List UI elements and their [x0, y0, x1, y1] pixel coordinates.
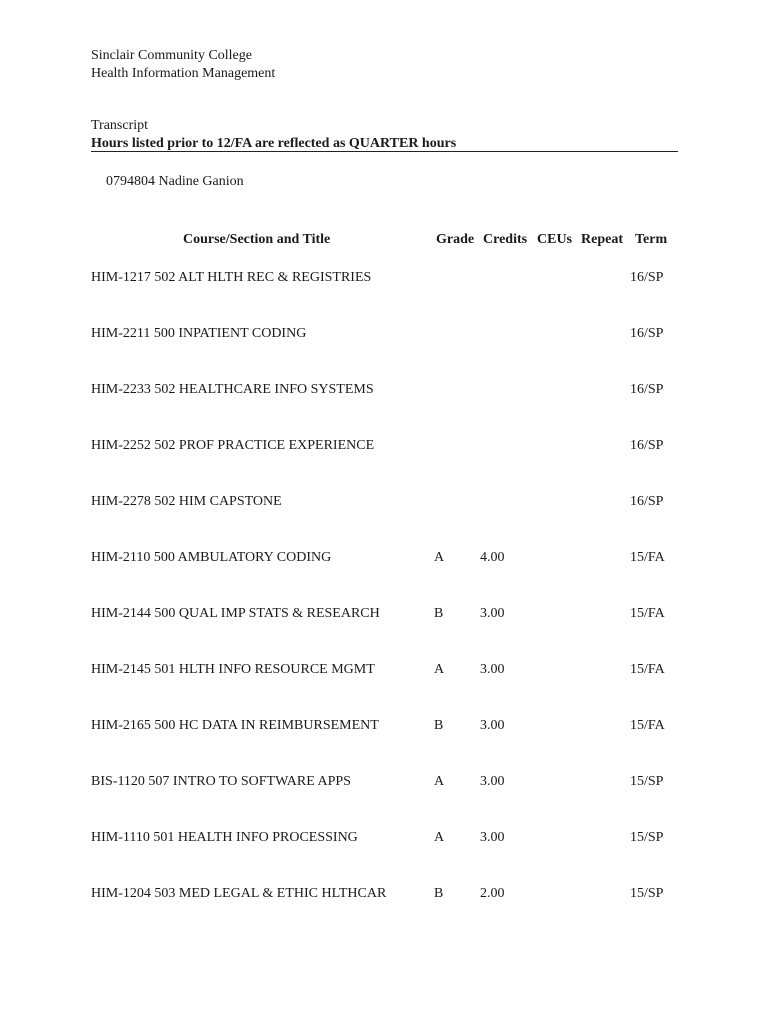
course-cell: HIM-2252 502 PROF PRACTICE EXPERIENCE: [91, 438, 375, 453]
term-cell: 15/SP: [630, 830, 664, 845]
course-cell: BIS-1120 507 INTRO TO SOFTWARE APPS: [91, 774, 351, 789]
table-row: [0, 605, 768, 623]
course-cell: HIM-1110 501 HEALTH INFO PROCESSING: [91, 830, 358, 845]
document-title: Transcript: [91, 118, 149, 133]
quarter-hours-notice: Hours listed prior to 12/FA are reflected as QUARTER hours: [91, 136, 457, 151]
table-row: [0, 269, 768, 287]
term-cell: 15/FA: [630, 550, 665, 565]
term-cell: 15/FA: [630, 718, 665, 733]
table-row: [0, 437, 768, 455]
term-cell: 15/SP: [630, 886, 664, 901]
credits-cell: 2.00: [480, 886, 505, 901]
credits-cell: 3.00: [480, 830, 505, 845]
header-divider: [91, 151, 678, 152]
table-row: [0, 325, 768, 343]
course-cell: HIM-2145 501 HLTH INFO RESOURCE MGMT: [91, 662, 375, 677]
term-cell: 15/SP: [630, 774, 664, 789]
column-header-term: Term: [635, 232, 668, 247]
table-row: [0, 493, 768, 511]
course-cell: HIM-2165 500 HC DATA IN REIMBURSEMENT: [91, 718, 379, 733]
table-row: [0, 829, 768, 847]
grade-cell: A: [434, 774, 445, 789]
course-cell: HIM-2144 500 QUAL IMP STATS & RESEARCH: [91, 606, 380, 621]
institution-name: Sinclair Community College: [91, 48, 252, 63]
term-cell: 16/SP: [630, 326, 664, 341]
credits-cell: 3.00: [480, 774, 505, 789]
column-header-ceus: CEUs: [537, 232, 573, 247]
course-cell: HIM-2233 502 HEALTHCARE INFO SYSTEMS: [91, 382, 374, 397]
course-cell: HIM-1204 503 MED LEGAL & ETHIC HLTHCAR: [91, 886, 387, 901]
student-id-name: 0794804 Nadine Ganion: [106, 174, 244, 189]
grade-cell: A: [434, 830, 445, 845]
table-row: [0, 773, 768, 791]
table-row: [0, 549, 768, 567]
grade-cell: A: [434, 662, 445, 677]
credits-cell: 3.00: [480, 606, 505, 621]
course-cell: HIM-1217 502 ALT HLTH REC & REGISTRIES: [91, 270, 372, 285]
department-name: Health Information Management: [91, 66, 276, 81]
term-cell: 16/SP: [630, 270, 664, 285]
credits-cell: 3.00: [480, 718, 505, 733]
grade-cell: B: [434, 886, 444, 901]
grade-cell: B: [434, 718, 444, 733]
credits-cell: 3.00: [480, 662, 505, 677]
column-header-course: Course/Section and Title: [183, 232, 331, 247]
grade-cell: A: [434, 550, 445, 565]
course-cell: HIM-2110 500 AMBULATORY CODING: [91, 550, 332, 565]
table-row: [0, 381, 768, 399]
grade-cell: B: [434, 606, 444, 621]
course-cell: HIM-2211 500 INPATIENT CODING: [91, 326, 307, 341]
term-cell: 16/SP: [630, 382, 664, 397]
term-cell: 15/FA: [630, 606, 665, 621]
table-row: [0, 661, 768, 679]
course-cell: HIM-2278 502 HIM CAPSTONE: [91, 494, 282, 509]
table-row: [0, 717, 768, 735]
credits-cell: 4.00: [480, 550, 505, 565]
column-header-grade: Grade: [436, 232, 475, 247]
column-header-credits: Credits: [483, 232, 528, 247]
term-cell: 15/FA: [630, 662, 665, 677]
column-header-repeat: Repeat: [581, 232, 623, 247]
table-row: [0, 885, 768, 903]
term-cell: 16/SP: [630, 438, 664, 453]
term-cell: 16/SP: [630, 494, 664, 509]
